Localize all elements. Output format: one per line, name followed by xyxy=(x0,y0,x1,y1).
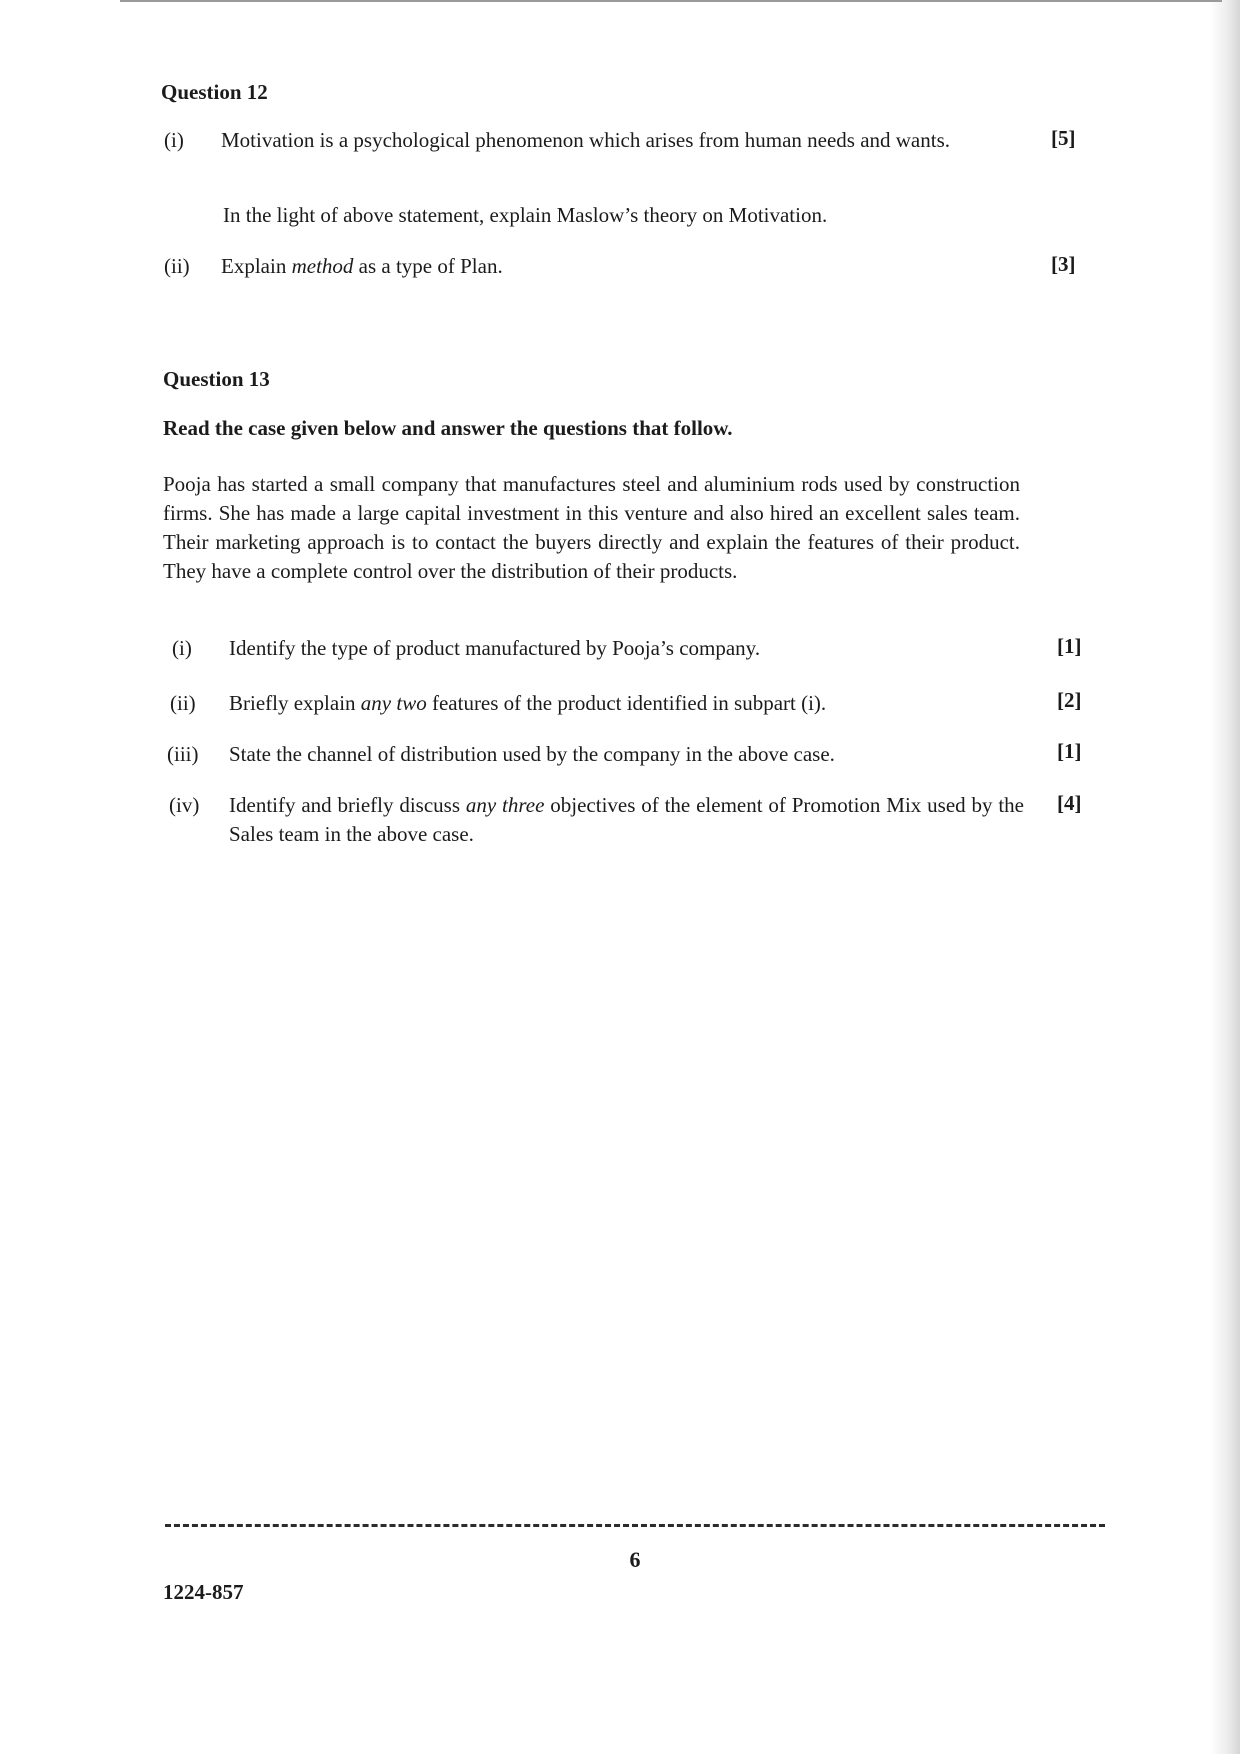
q13-case-text: Pooja has started a small company that manufactures steel and aluminium rods used by construction firms. She has made a large capital investment in this venture and also hired an excellent sales team. Their marketing approach is to contact the buyers directly and explain the features of their product. They have a complete control over the distribution of their products. xyxy=(163,472,1020,583)
q13-part-ii-number: (ii) xyxy=(170,691,196,715)
q12-part-i xyxy=(164,126,1026,155)
page-number: 6 xyxy=(629,1547,641,1572)
q13-instruction: Read the case given below and answer the questions that follow. xyxy=(163,416,733,440)
q13-part-iv-emphasis: any three xyxy=(465,793,545,817)
q13-part-iv-marks: [4] xyxy=(1057,791,1082,815)
q13-part-iv xyxy=(169,791,1024,849)
q13-part-iv-number: (iv) xyxy=(169,793,200,817)
q12-part-ii-pre: Explain xyxy=(221,254,292,278)
top-rule xyxy=(120,0,1222,2)
q12-part-ii-text xyxy=(221,252,503,281)
q13-part-iv-pre: Identify and briefly discuss xyxy=(229,793,466,817)
q13-part-i-marks: [1] xyxy=(1057,634,1082,658)
q12-part-ii xyxy=(164,252,503,281)
q13-part-iv-text xyxy=(229,791,1024,849)
q13-part-iii xyxy=(167,740,835,769)
q13-part-iii-number: (iii) xyxy=(167,742,199,766)
q12-part-ii-emphasis: method xyxy=(291,254,354,278)
q12-part-i-number: (i) xyxy=(164,128,184,152)
q12-part-ii-number: (ii) xyxy=(164,254,190,278)
q13-part-i-text: Identify the type of product manufactured by Pooja’s company. xyxy=(229,636,761,660)
q13-part-ii-marks: [2] xyxy=(1057,688,1082,712)
question-13-title: Question 13 xyxy=(163,367,270,391)
question-12-title: Question 12 xyxy=(161,80,268,104)
q13-part-i xyxy=(172,634,760,663)
q12-part-i-marks: [5] xyxy=(1051,126,1076,150)
q13-part-iii-text: State the channel of distribution used by the company in the above case. xyxy=(229,742,835,766)
q13-part-iv-post: objectives of the element of Promotion Mix used by the Sales team in the above case. xyxy=(229,793,1024,846)
q13-part-i-number: (i) xyxy=(172,636,192,660)
q13-part-ii-text xyxy=(229,689,826,718)
footer-dashed-rule xyxy=(165,1524,1105,1527)
q13-part-ii-emphasis: any two xyxy=(360,691,427,715)
q12-part-i-followup: In the light of above statement, explain Maslow’s theory on Motivation. xyxy=(223,203,828,227)
q13-part-iii-marks: [1] xyxy=(1057,739,1082,763)
q12-part-ii-marks: [3] xyxy=(1051,252,1076,276)
q13-part-ii-pre: Briefly explain xyxy=(229,691,361,715)
q12-part-i-text: Motivation is a psychological phenomenon which arises from human needs and wants. xyxy=(221,128,951,152)
page-edge-shadow xyxy=(1210,0,1240,1754)
q13-part-ii xyxy=(170,689,826,718)
q13-part-ii-post: features of the product identified in subpart (i). xyxy=(426,691,827,715)
paper-code: 1224-857 xyxy=(163,1580,244,1604)
q12-part-ii-post: as a type of Plan. xyxy=(353,254,503,278)
